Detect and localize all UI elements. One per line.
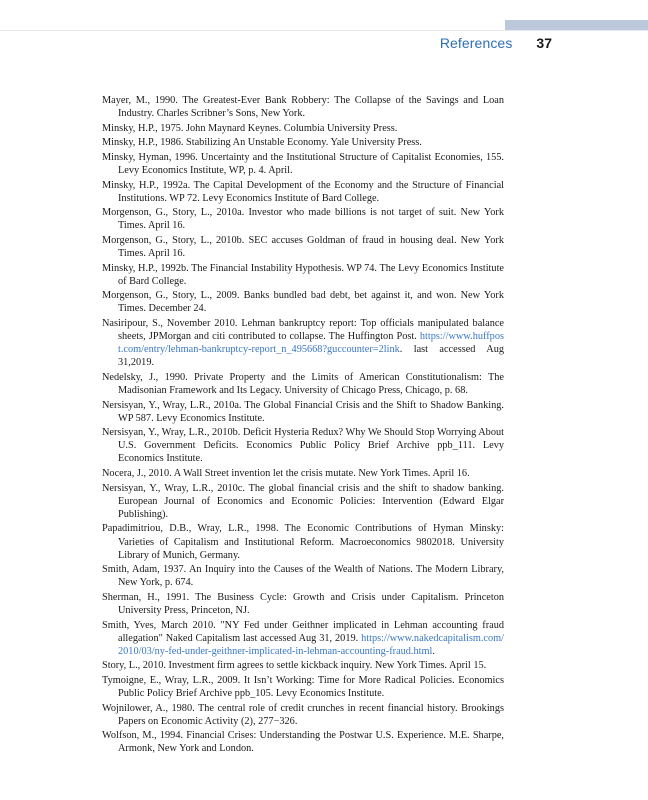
reference-text: Minsky, H.P., 1992b. The Financial Instability Hypothesis. WP 74. The Levy Economics Institute of Bard College. [102,262,504,287]
reference-text: Story, L., 2010. Investment firm agrees to settle kickback inquiry. New York Times. April 15. [102,660,487,672]
reference-text: Minsky, Hyman, 1996. Uncertainty and the Institutional Structure of Capitalist Economies, 155. Levy Economics Institute, WP, p. 4. April. [102,151,504,176]
reference-text: Wolfson, M., 1994. Financial Crises: Understanding the Postwar U.S. Experience. M.E. Sharpe, Armonk, New York and London. [102,730,504,755]
reference-entry [102,482,504,521]
running-head [0,34,552,52]
reference-entry [102,371,504,397]
reference-entry [102,467,504,480]
reference-entry [102,136,504,149]
reference-text: Nocera, J., 2010. A Wall Street invention let the crisis mutate. New York Times. April 16. [102,468,470,480]
reference-text: Nasiripour, S., November 2010. Lehman bankruptcy report: Top officials manipulated balance sheets, JPMorgan and citi contributed to collapse. The Huffington Post. [102,318,504,343]
reference-entry [102,619,504,658]
reference-text: Minsky, H.P., 1992a. The Capital Development of the Economy and the Structure of Financial Institutions. WP 72. Levy Economics Institute of Bard College. [102,179,504,204]
reference-entry [102,399,504,425]
page-number: 37 [536,35,552,51]
reference-entry [102,729,504,755]
reference-text: Wojnilower, A., 1980. The central role of credit crunches in recent financial history. Brookings Papers on Economic Activity (2), 277−326. [102,702,504,727]
header-rule [0,30,648,31]
reference-text: Tymoigne, E., Wray, L.R., 2009. It Isn’t Working: Time for More Radical Policies. Economics Public Policy Brief Archive ppb_105. Levy Economics Institute. [102,674,504,700]
reference-text: Papadimitriou, D.B., Wray, L.R., 1998. The Economic Contributions of Hyman Minsky: Varieties of Capitalism and Institutional Reform. Macroeconomics 9802018. University Library of Munich, Germany. [102,523,504,561]
reference-entry [102,522,504,561]
section-title: References [439,35,513,51]
reference-entry [102,591,504,617]
reference-entry [102,122,504,135]
reference-link[interactable]: https://www.huffpost.com/entry/lehman-bankruptcy-report_n_495668?guccounter=2link [118,331,504,356]
reference-entry [102,289,504,315]
reference-entry [102,179,504,205]
reference-entry [102,94,504,120]
reference-text: Minsky, H.P., 1986. Stabilizing An Unstable Economy. Yale University Press. [102,137,422,149]
reference-text: Smith, Yves, March 2010. "NY Fed under Geithner implicated in Lehman accounting fraud allegation" Naked Capitalism last accessed Aug 31, 2019. [102,619,504,644]
header-accent-bar [505,20,648,30]
reference-entry [102,317,504,369]
reference-text: Sherman, H., 1991. The Business Cycle: Growth and Crisis under Capitalism. Princeton University Press, Princeton, NJ. [102,591,504,616]
reference-entry [102,262,504,288]
reference-text: Morgenson, G., Story, L., 2009. Banks bundled bad debt, bet against it, and won. New York Times. December 24. [102,290,504,315]
reference-text: Minsky, H.P., 1975. John Maynard Keynes. Columbia University Press. [102,122,398,134]
reference-list [102,94,504,757]
reference-entry [102,234,504,260]
reference-entry [102,426,504,465]
reference-text: Mayer, M., 1990. The Greatest-Ever Bank Robbery: The Collapse of the Savings and Loan Industry. Charles Scribner’s Sons, New York. [102,95,504,120]
reference-text: Nedelsky, J., 1990. Private Property and the Limits of American Constitutionalism: The Madisonian Framework and Its Legacy. University of Chicago Press, Chicago, p. 68. [102,371,504,396]
reference-entry [102,674,504,700]
reference-text: Nersisyan, Y., Wray, L.R., 2010a. The Global Financial Crisis and the Shift to Shadow Banking. WP 587. Levy Economics Institute. [102,399,504,424]
reference-entry [102,206,504,232]
reference-entry [102,659,504,672]
reference-text: Smith, Adam, 1937. An Inquiry into the Causes of the Wealth of Nations. The Modern Library, New York, p. 674. [102,564,504,589]
reference-entry [102,563,504,589]
reference-text: Morgenson, G., Story, L., 2010b. SEC accuses Goldman of fraud in housing deal. New York Times. April 16. [102,234,504,260]
reference-entry [102,702,504,728]
reference-text-after: . last accessed Aug 31,2019. [118,344,504,369]
reference-text-after: . [432,645,435,657]
reference-text: Morgenson, G., Story, L., 2010a. Investor who made billions is not target of suit. New York Times. April 16. [102,207,504,232]
reference-link[interactable]: https://www.nakedcapitalism.com/2010/03/ny-fed-under-geithner-implicated-in-lehman-accounting-fraud.html [118,632,504,657]
reference-text: Nersisyan, Y., Wray, L.R., 2010c. The global financial crisis and the shift to shadow banking. European Journal of Economics and Economic Policies: Intervention (Edward Elgar Publishing). [102,482,504,520]
reference-entry [102,151,504,177]
reference-text: Nersisyan, Y., Wray, L.R., 2010b. Deficit Hysteria Redux? Why We Should Stop Worrying About U.S. Government Deficits. Economics Public Policy Brief Archive ppb_111. Levy Economics Institute. [102,427,504,465]
